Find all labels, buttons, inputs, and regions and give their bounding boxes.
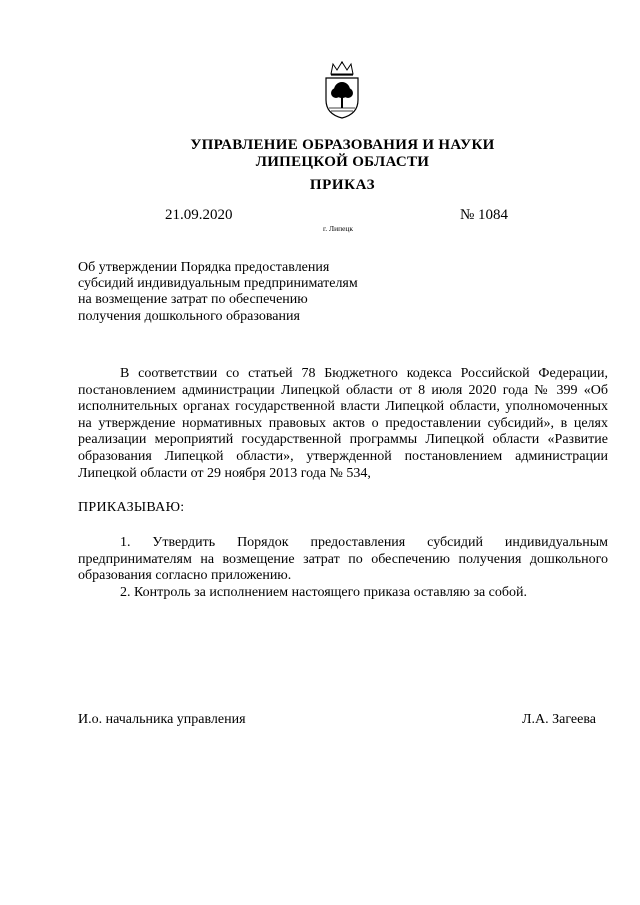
org-line-1: УПРАВЛЕНИЕ ОБРАЗОВАНИЯ И НАУКИ bbox=[190, 137, 495, 153]
document-date: 21.09.2020 bbox=[165, 207, 233, 223]
doc-type-label: ПРИКАЗ bbox=[309, 177, 376, 193]
subject-line: на возмещение затрат по обеспечению bbox=[78, 292, 308, 308]
lipetsk-coat-of-arms-icon bbox=[321, 60, 363, 120]
document-number: № 1084 bbox=[460, 207, 509, 223]
order-item: 1. Утвердить Порядок предоставления субсидий индивидуальным предпринимателям на возмещение затрат по обеспечению получения дошкольного образования согласно приложению. bbox=[78, 535, 608, 584]
preamble-paragraph bbox=[78, 366, 608, 482]
subject-line: субсидий индивидуальным предпринимателям bbox=[78, 276, 358, 292]
signatory-name: Л.А. Загеева bbox=[522, 712, 596, 727]
organization-name bbox=[0, 137, 640, 171]
org-line-2: ЛИПЕЦКОЙ ОБЛАСТИ bbox=[255, 154, 430, 170]
signatory-position: И.о. начальника управления bbox=[78, 712, 246, 727]
preamble-text: В соответствии со статьей 78 Бюджетного кодекса Российской Федерации, постановлением администрации Липецкой области от 8 июля 2020 года № 399 «Об исполнительных органах государственной власти Липецкой области, уполномоченных на утверждение нормативных правовых актов о предоставлении субсидий», в целях реализации мероприятий государственной программы Липецкой области «Развитие образования Липецкой области», утвержденной постановлением администрации Липецкой области от 29 ноября 2013 года № 534, bbox=[78, 366, 608, 481]
subject-line: Об утверждении Порядка предоставления bbox=[78, 260, 330, 275]
document-subject bbox=[78, 260, 418, 325]
order-item: 2. Контроль за исполнением настоящего приказа оставляю за собой. bbox=[120, 584, 528, 600]
subject-line: получения дошкольного образования bbox=[78, 308, 300, 324]
document-type bbox=[0, 177, 640, 194]
order-keyword: ПРИКАЗЫВАЮ: bbox=[78, 500, 185, 515]
document-city: г. Липецк bbox=[323, 224, 354, 233]
order-items bbox=[78, 535, 608, 601]
